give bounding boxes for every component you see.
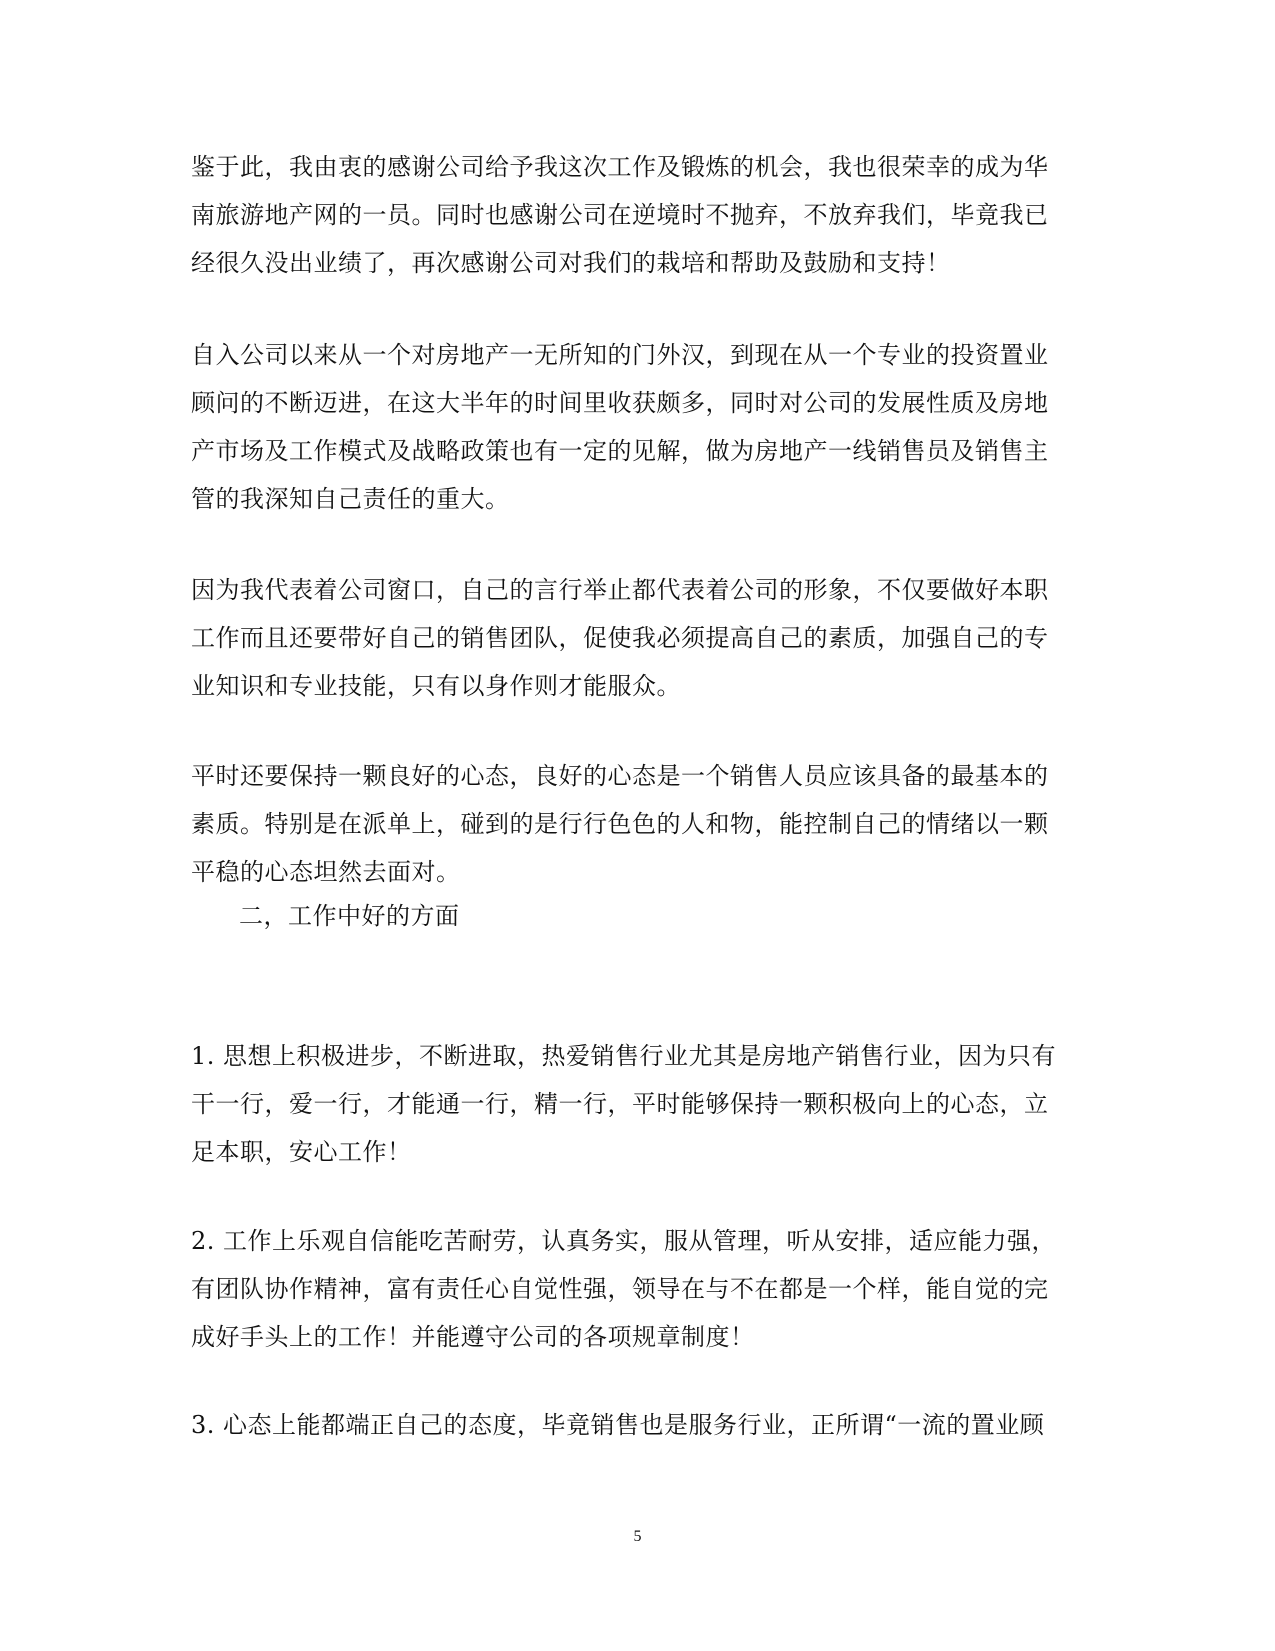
text-line: 管的我深知自己责任的重大。 <box>191 485 510 513</box>
text-line: 业知识和专业技能，只有以身作则才能服众。 <box>191 672 681 700</box>
section-heading <box>239 892 1071 940</box>
text-line: 因为我代表着公司窗口，自己的言行举止都代表着公司的形象，不仅要做好本职 <box>191 576 1049 604</box>
text-line: 素质。特别是在派单上，碰到的是行行色色的人和物，能控制自己的情绪以一颗 <box>191 810 1049 838</box>
text-line: 有团队协作精神，富有责任心自觉性强，领导在与不在都是一个样，能自觉的完 <box>191 1275 1049 1303</box>
list-item-3 <box>191 1401 1071 1449</box>
text-line: 干一行，爱一行，才能通一行，精一行，平时能够保持一颗积极向上的心态，立 <box>191 1090 1049 1118</box>
text-line: 1. 思想上积极进步，不断进取，热爱销售行业尤其是房地产销售行业，因为只有 <box>191 1042 1057 1070</box>
text-line: 2. 工作上乐观自信能吃苦耐劳，认真务实，服从管理，听从安排，适应能力强， <box>191 1227 1057 1255</box>
text-line: 鉴于此，我由衷的感谢公司给予我这次工作及锻炼的机会，我也很荣幸的成为华 <box>191 153 1049 181</box>
text-line: 平时还要保持一颗良好的心态，良好的心态是一个销售人员应该具备的最基本的 <box>191 762 1049 790</box>
paragraph-representation <box>191 566 1071 710</box>
list-item-2 <box>191 1217 1071 1361</box>
list-item-1 <box>191 1032 1071 1176</box>
paragraph-experience <box>191 331 1071 523</box>
text-line: 成好手头上的工作！并能遵守公司的各项规章制度！ <box>191 1323 755 1351</box>
text-line: 产市场及工作模式及战略政策也有一定的见解，做为房地产一线销售员及销售主 <box>191 437 1049 465</box>
section-heading-text: 二，工作中好的方面 <box>239 902 460 930</box>
paragraph-mindset <box>191 752 1071 896</box>
text-line: 足本职，安心工作！ <box>191 1138 412 1166</box>
text-line: 3. 心态上能都端正自己的态度，毕竟销售也是服务行业，正所谓“一流的置业顾 <box>191 1411 1045 1439</box>
text-line: 南旅游地产网的一员。同时也感谢公司在逆境时不抛弃，不放弃我们，毕竟我已 <box>191 201 1049 229</box>
text-line: 顾问的不断迈进，在这大半年的时间里收获颇多，同时对公司的发展性质及房地 <box>191 389 1049 417</box>
text-line: 平稳的心态坦然去面对。 <box>191 858 461 886</box>
page-number: 5 <box>633 1528 642 1545</box>
text-line: 工作而且还要带好自己的销售团队，促使我必须提高自己的素质，加强自己的专 <box>191 624 1049 652</box>
text-line: 经很久没出业绩了，再次感谢公司对我们的栽培和帮助及鼓励和支持！ <box>191 249 951 277</box>
text-line: 自入公司以来从一个对房地产一无所知的门外汉，到现在从一个专业的投资置业 <box>191 341 1049 369</box>
paragraph-gratitude <box>191 143 1071 287</box>
